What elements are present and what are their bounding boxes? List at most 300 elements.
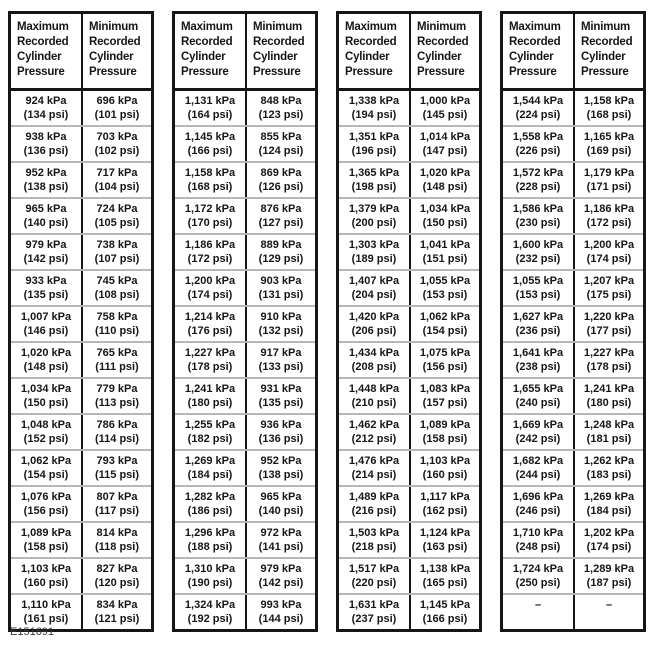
table-row bbox=[175, 485, 315, 521]
kpa-value: 793 kPa bbox=[96, 455, 138, 467]
kpa-value: 1,214 kPa bbox=[184, 311, 236, 323]
psi-value: (240 psi) bbox=[515, 397, 561, 409]
psi-value: (171 psi) bbox=[586, 181, 632, 193]
table-row bbox=[503, 521, 643, 557]
table-row bbox=[11, 233, 151, 269]
max-pressure-cell bbox=[503, 127, 573, 161]
psi-value: (226 psi) bbox=[515, 145, 561, 157]
kpa-value: 738 kPa bbox=[96, 239, 138, 251]
max-pressure-cell bbox=[339, 307, 409, 341]
table-row bbox=[175, 233, 315, 269]
min-pressure-cell bbox=[409, 379, 479, 413]
min-pressure-cell bbox=[245, 595, 315, 629]
min-pressure-cell bbox=[409, 487, 479, 521]
pressure-table-2 bbox=[172, 11, 318, 632]
psi-value: (148 psi) bbox=[23, 361, 69, 373]
kpa-value: 1,220 kPa bbox=[583, 311, 635, 323]
psi-value: (156 psi) bbox=[422, 361, 468, 373]
psi-value: (220 psi) bbox=[351, 577, 397, 589]
min-pressure-cell bbox=[409, 127, 479, 161]
kpa-value: 1,007 kPa bbox=[20, 311, 72, 323]
min-pressure-header: Minimum Recorded Cylinder Pressure bbox=[81, 14, 151, 88]
psi-value: (230 psi) bbox=[515, 217, 561, 229]
min-pressure-cell bbox=[409, 307, 479, 341]
kpa-value: 1,034 kPa bbox=[419, 203, 471, 215]
psi-value: (174 psi) bbox=[187, 289, 233, 301]
psi-value: (136 psi) bbox=[23, 145, 69, 157]
kpa-value: 786 kPa bbox=[96, 419, 138, 431]
table-row bbox=[175, 413, 315, 449]
psi-value: (236 psi) bbox=[515, 325, 561, 337]
table-body bbox=[175, 91, 315, 629]
table-row bbox=[11, 125, 151, 161]
max-pressure-cell bbox=[339, 595, 409, 629]
max-pressure-cell bbox=[339, 163, 409, 197]
kpa-value: 1,696 kPa bbox=[512, 491, 564, 503]
psi-value: (138 psi) bbox=[23, 181, 69, 193]
kpa-value: – bbox=[534, 599, 542, 611]
max-pressure-cell bbox=[11, 451, 81, 485]
max-pressure-cell bbox=[503, 343, 573, 377]
psi-value: (156 psi) bbox=[23, 505, 69, 517]
kpa-value: 933 kPa bbox=[25, 275, 67, 287]
max-pressure-cell bbox=[339, 91, 409, 125]
min-pressure-cell bbox=[81, 559, 151, 593]
max-pressure-cell bbox=[175, 451, 245, 485]
psi-value: (153 psi) bbox=[422, 289, 468, 301]
kpa-value: 1,641 kPa bbox=[512, 347, 564, 359]
min-pressure-cell bbox=[573, 163, 643, 197]
min-pressure-cell bbox=[573, 523, 643, 557]
table-row bbox=[339, 449, 479, 485]
kpa-value: 1,202 kPa bbox=[583, 527, 635, 539]
kpa-value: 1,207 kPa bbox=[583, 275, 635, 287]
table-header bbox=[11, 14, 151, 91]
kpa-value: 1,020 kPa bbox=[20, 347, 72, 359]
table-row bbox=[503, 233, 643, 269]
table-row bbox=[503, 269, 643, 305]
kpa-value: 1,145 kPa bbox=[419, 599, 471, 611]
max-pressure-cell bbox=[11, 595, 81, 629]
max-pressure-cell bbox=[339, 559, 409, 593]
kpa-value: 1,324 kPa bbox=[184, 599, 236, 611]
min-pressure-cell bbox=[573, 559, 643, 593]
psi-value: (176 psi) bbox=[187, 325, 233, 337]
psi-value: (115 psi) bbox=[94, 469, 140, 481]
kpa-value: 1,365 kPa bbox=[348, 167, 400, 179]
min-pressure-cell bbox=[409, 595, 479, 629]
table-row bbox=[11, 161, 151, 197]
kpa-value: 827 kPa bbox=[96, 563, 138, 575]
psi-value: (108 psi) bbox=[94, 289, 140, 301]
psi-value: (242 psi) bbox=[515, 433, 561, 445]
pressure-table-1 bbox=[8, 11, 154, 632]
min-pressure-cell bbox=[573, 91, 643, 125]
max-pressure-cell bbox=[11, 127, 81, 161]
min-pressure-cell bbox=[81, 91, 151, 125]
table-row bbox=[503, 413, 643, 449]
psi-value: (224 psi) bbox=[515, 109, 561, 121]
kpa-value: 1,124 kPa bbox=[419, 527, 471, 539]
max-pressure-cell bbox=[175, 163, 245, 197]
psi-value: (165 psi) bbox=[422, 577, 468, 589]
min-pressure-cell bbox=[573, 451, 643, 485]
min-pressure-cell bbox=[81, 127, 151, 161]
kpa-value: 952 kPa bbox=[25, 167, 67, 179]
min-pressure-cell bbox=[409, 451, 479, 485]
kpa-value: 1,062 kPa bbox=[20, 455, 72, 467]
min-pressure-header: Minimum Recorded Cylinder Pressure bbox=[409, 14, 479, 88]
kpa-value: 1,631 kPa bbox=[348, 599, 400, 611]
max-pressure-cell bbox=[11, 271, 81, 305]
psi-value: (184 psi) bbox=[586, 505, 632, 517]
kpa-value: 1,089 kPa bbox=[419, 419, 471, 431]
max-pressure-cell bbox=[339, 415, 409, 449]
psi-value: (187 psi) bbox=[586, 577, 632, 589]
table-row bbox=[11, 521, 151, 557]
table-row bbox=[503, 161, 643, 197]
kpa-value: 931 kPa bbox=[260, 383, 302, 395]
kpa-value: 1,138 kPa bbox=[419, 563, 471, 575]
psi-value: (237 psi) bbox=[351, 613, 397, 625]
table-row bbox=[175, 593, 315, 629]
kpa-value: 1,110 kPa bbox=[21, 599, 71, 611]
kpa-value: 1,227 kPa bbox=[583, 347, 635, 359]
psi-value: (123 psi) bbox=[258, 109, 304, 121]
table-row bbox=[339, 593, 479, 629]
psi-value: (214 psi) bbox=[351, 469, 397, 481]
max-pressure-cell bbox=[175, 487, 245, 521]
kpa-value: 717 kPa bbox=[96, 167, 138, 179]
kpa-value: 1,083 kPa bbox=[419, 383, 471, 395]
min-pressure-cell bbox=[81, 415, 151, 449]
table-row bbox=[175, 557, 315, 593]
table-row bbox=[175, 341, 315, 377]
table-row bbox=[503, 485, 643, 521]
kpa-value: 1,227 kPa bbox=[184, 347, 236, 359]
kpa-value: 1,462 kPa bbox=[348, 419, 400, 431]
table-row bbox=[11, 449, 151, 485]
psi-value: (206 psi) bbox=[351, 325, 397, 337]
psi-value: (129 psi) bbox=[258, 253, 304, 265]
min-pressure-cell bbox=[81, 163, 151, 197]
max-pressure-cell bbox=[11, 379, 81, 413]
psi-value: (177 psi) bbox=[586, 325, 632, 337]
psi-value: (196 psi) bbox=[351, 145, 397, 157]
kpa-value: 724 kPa bbox=[96, 203, 138, 215]
kpa-value: 1,448 kPa bbox=[348, 383, 400, 395]
max-pressure-cell bbox=[503, 451, 573, 485]
max-pressure-cell bbox=[11, 163, 81, 197]
kpa-value: 1,282 kPa bbox=[184, 491, 236, 503]
psi-value: (248 psi) bbox=[515, 541, 561, 553]
max-pressure-cell bbox=[175, 307, 245, 341]
psi-value: (134 psi) bbox=[23, 109, 69, 121]
table-row bbox=[11, 557, 151, 593]
table-header bbox=[175, 14, 315, 91]
psi-value: (232 psi) bbox=[515, 253, 561, 265]
table-row bbox=[503, 305, 643, 341]
table-row bbox=[175, 197, 315, 233]
kpa-value: 1,145 kPa bbox=[184, 131, 236, 143]
kpa-value: 1,200 kPa bbox=[583, 239, 635, 251]
kpa-value: 855 kPa bbox=[260, 131, 302, 143]
table-row bbox=[339, 485, 479, 521]
min-pressure-cell bbox=[245, 271, 315, 305]
max-pressure-header: Maximum Recorded Cylinder Pressure bbox=[181, 21, 233, 78]
kpa-value: 1,103 kPa bbox=[20, 563, 72, 575]
table-row bbox=[175, 161, 315, 197]
psi-value: (147 psi) bbox=[422, 145, 468, 157]
table-row bbox=[503, 557, 643, 593]
min-pressure-cell bbox=[81, 271, 151, 305]
min-pressure-cell bbox=[81, 307, 151, 341]
kpa-value: 1,186 kPa bbox=[583, 203, 635, 215]
psi-value: (111 psi) bbox=[95, 361, 139, 373]
psi-value: (126 psi) bbox=[258, 181, 304, 193]
kpa-value: 1,075 kPa bbox=[419, 347, 471, 359]
kpa-value: 848 kPa bbox=[260, 95, 302, 107]
table-row bbox=[175, 91, 315, 125]
kpa-value: 1,586 kPa bbox=[512, 203, 564, 215]
kpa-value: 696 kPa bbox=[96, 95, 138, 107]
psi-value: (101 psi) bbox=[94, 109, 140, 121]
psi-value: (150 psi) bbox=[422, 217, 468, 229]
psi-value: (168 psi) bbox=[586, 109, 632, 121]
kpa-value: 1,269 kPa bbox=[583, 491, 635, 503]
psi-value: (105 psi) bbox=[94, 217, 140, 229]
psi-value: (166 psi) bbox=[422, 613, 468, 625]
max-pressure-cell bbox=[503, 271, 573, 305]
min-pressure-cell bbox=[245, 487, 315, 521]
table-row bbox=[503, 449, 643, 485]
min-pressure-cell bbox=[81, 487, 151, 521]
min-pressure-cell bbox=[573, 235, 643, 269]
kpa-value: 1,158 kPa bbox=[184, 167, 236, 179]
psi-value: (113 psi) bbox=[94, 397, 140, 409]
max-pressure-cell bbox=[175, 199, 245, 233]
min-pressure-cell bbox=[245, 199, 315, 233]
psi-value: (178 psi) bbox=[187, 361, 233, 373]
psi-value: (210 psi) bbox=[351, 397, 397, 409]
psi-value: (141 psi) bbox=[258, 541, 304, 553]
min-pressure-cell bbox=[245, 163, 315, 197]
psi-value bbox=[576, 612, 642, 626]
psi-value: (172 psi) bbox=[586, 217, 632, 229]
kpa-value: 1,503 kPa bbox=[348, 527, 400, 539]
table-row bbox=[339, 377, 479, 413]
max-pressure-cell bbox=[11, 91, 81, 125]
kpa-value: 1,489 kPa bbox=[348, 491, 400, 503]
table-row bbox=[11, 305, 151, 341]
kpa-value: 765 kPa bbox=[96, 347, 138, 359]
min-pressure-cell bbox=[573, 307, 643, 341]
table-row bbox=[339, 557, 479, 593]
psi-value: (154 psi) bbox=[422, 325, 468, 337]
kpa-value: 1,172 kPa bbox=[184, 203, 236, 215]
min-pressure-cell bbox=[245, 559, 315, 593]
table-row bbox=[175, 377, 315, 413]
psi-value: (181 psi) bbox=[586, 433, 632, 445]
max-pressure-cell bbox=[339, 127, 409, 161]
max-pressure-cell bbox=[175, 523, 245, 557]
kpa-value: – bbox=[605, 599, 613, 611]
psi-value: (174 psi) bbox=[586, 541, 632, 553]
min-pressure-cell bbox=[409, 271, 479, 305]
min-pressure-cell bbox=[409, 91, 479, 125]
table-row bbox=[11, 269, 151, 305]
psi-value: (189 psi) bbox=[351, 253, 397, 265]
kpa-value: 1,179 kPa bbox=[583, 167, 635, 179]
min-pressure-cell bbox=[245, 415, 315, 449]
kpa-value: 1,338 kPa bbox=[348, 95, 400, 107]
max-pressure-cell bbox=[11, 415, 81, 449]
min-pressure-cell bbox=[409, 523, 479, 557]
psi-value: (131 psi) bbox=[258, 289, 304, 301]
kpa-value: 1,407 kPa bbox=[348, 275, 400, 287]
max-pressure-cell bbox=[11, 199, 81, 233]
table-header bbox=[503, 14, 643, 91]
psi-value: (162 psi) bbox=[422, 505, 468, 517]
min-pressure-cell bbox=[81, 523, 151, 557]
psi-value: (138 psi) bbox=[258, 469, 304, 481]
min-pressure-cell bbox=[409, 199, 479, 233]
min-pressure-cell bbox=[409, 235, 479, 269]
psi-value: (132 psi) bbox=[258, 325, 304, 337]
min-pressure-cell bbox=[245, 91, 315, 125]
kpa-value: 1,241 kPa bbox=[583, 383, 635, 395]
max-pressure-cell bbox=[175, 595, 245, 629]
max-pressure-cell bbox=[11, 523, 81, 557]
psi-value: (246 psi) bbox=[515, 505, 561, 517]
psi-value: (183 psi) bbox=[586, 469, 632, 481]
table-row bbox=[11, 341, 151, 377]
min-pressure-cell bbox=[573, 415, 643, 449]
kpa-value: 1,351 kPa bbox=[348, 131, 400, 143]
psi-value: (120 psi) bbox=[94, 577, 140, 589]
psi-value: (153 psi) bbox=[515, 289, 561, 301]
table-row bbox=[503, 341, 643, 377]
psi-value: (158 psi) bbox=[23, 541, 69, 553]
max-pressure-cell bbox=[503, 91, 573, 125]
kpa-value: 1,241 kPa bbox=[184, 383, 236, 395]
min-pressure-cell bbox=[245, 451, 315, 485]
max-pressure-cell bbox=[175, 343, 245, 377]
max-pressure-header: Maximum Recorded Cylinder Pressure bbox=[345, 21, 397, 78]
kpa-value: 910 kPa bbox=[260, 311, 302, 323]
psi-value: (184 psi) bbox=[187, 469, 233, 481]
kpa-value: 1,089 kPa bbox=[20, 527, 72, 539]
max-pressure-cell bbox=[503, 523, 573, 557]
kpa-value: 703 kPa bbox=[96, 131, 138, 143]
table-row bbox=[503, 91, 643, 125]
table-row bbox=[339, 413, 479, 449]
psi-value: (212 psi) bbox=[351, 433, 397, 445]
psi-value: (148 psi) bbox=[422, 181, 468, 193]
min-pressure-cell bbox=[245, 127, 315, 161]
psi-value: (150 psi) bbox=[23, 397, 69, 409]
min-pressure-cell bbox=[81, 343, 151, 377]
psi-value: (163 psi) bbox=[422, 541, 468, 553]
kpa-value: 979 kPa bbox=[260, 563, 302, 575]
max-pressure-cell bbox=[175, 559, 245, 593]
kpa-value: 1,655 kPa bbox=[512, 383, 564, 395]
psi-value: (250 psi) bbox=[515, 577, 561, 589]
table-row bbox=[339, 161, 479, 197]
min-pressure-cell bbox=[409, 415, 479, 449]
kpa-value: 965 kPa bbox=[260, 491, 302, 503]
max-pressure-cell bbox=[175, 271, 245, 305]
psi-value: (124 psi) bbox=[258, 145, 304, 157]
min-pressure-cell bbox=[573, 271, 643, 305]
table-row bbox=[339, 521, 479, 557]
min-pressure-cell bbox=[81, 235, 151, 269]
psi-value: (194 psi) bbox=[351, 109, 397, 121]
table-row bbox=[503, 377, 643, 413]
table-row bbox=[175, 449, 315, 485]
max-pressure-header: Maximum Recorded Cylinder Pressure bbox=[17, 21, 69, 78]
kpa-value: 917 kPa bbox=[260, 347, 302, 359]
figure-label: E151691 bbox=[10, 626, 55, 638]
table-row bbox=[175, 125, 315, 161]
kpa-value: 1,014 kPa bbox=[419, 131, 471, 143]
kpa-value: 1,627 kPa bbox=[512, 311, 564, 323]
psi-value: (228 psi) bbox=[515, 181, 561, 193]
kpa-value: 1,186 kPa bbox=[184, 239, 236, 251]
kpa-value: 1,669 kPa bbox=[512, 419, 564, 431]
kpa-value: 1,117 kPa bbox=[420, 491, 470, 503]
psi-value: (136 psi) bbox=[258, 433, 304, 445]
kpa-value: 1,434 kPa bbox=[348, 347, 400, 359]
max-pressure-cell bbox=[175, 379, 245, 413]
table-row bbox=[11, 377, 151, 413]
min-pressure-cell bbox=[245, 523, 315, 557]
kpa-value: 1,048 kPa bbox=[20, 419, 72, 431]
min-pressure-cell bbox=[573, 199, 643, 233]
psi-value: (198 psi) bbox=[351, 181, 397, 193]
max-pressure-cell bbox=[175, 235, 245, 269]
max-pressure-cell bbox=[11, 487, 81, 521]
psi-value bbox=[504, 612, 572, 626]
kpa-value: 1,710 kPa bbox=[512, 527, 564, 539]
psi-value: (142 psi) bbox=[258, 577, 304, 589]
psi-value: (121 psi) bbox=[94, 613, 140, 625]
psi-value: (168 psi) bbox=[187, 181, 233, 193]
max-pressure-cell bbox=[503, 379, 573, 413]
psi-value: (142 psi) bbox=[23, 253, 69, 265]
max-pressure-cell bbox=[503, 163, 573, 197]
kpa-value: 745 kPa bbox=[96, 275, 138, 287]
kpa-value: 1,724 kPa bbox=[512, 563, 564, 575]
kpa-value: 903 kPa bbox=[260, 275, 302, 287]
kpa-value: 869 kPa bbox=[260, 167, 302, 179]
max-pressure-cell bbox=[339, 235, 409, 269]
kpa-value: 1,544 kPa bbox=[512, 95, 564, 107]
table-row bbox=[339, 305, 479, 341]
table-body bbox=[339, 91, 479, 629]
table-row bbox=[175, 521, 315, 557]
min-pressure-cell bbox=[245, 307, 315, 341]
max-pressure-cell bbox=[503, 487, 573, 521]
kpa-value: 1,131 kPa bbox=[184, 95, 236, 107]
min-pressure-cell bbox=[409, 163, 479, 197]
kpa-value: 1,310 kPa bbox=[184, 563, 236, 575]
kpa-value: 1,020 kPa bbox=[419, 167, 471, 179]
psi-value: (160 psi) bbox=[422, 469, 468, 481]
table-row bbox=[11, 593, 151, 629]
psi-value: (188 psi) bbox=[187, 541, 233, 553]
kpa-value: 779 kPa bbox=[96, 383, 138, 395]
